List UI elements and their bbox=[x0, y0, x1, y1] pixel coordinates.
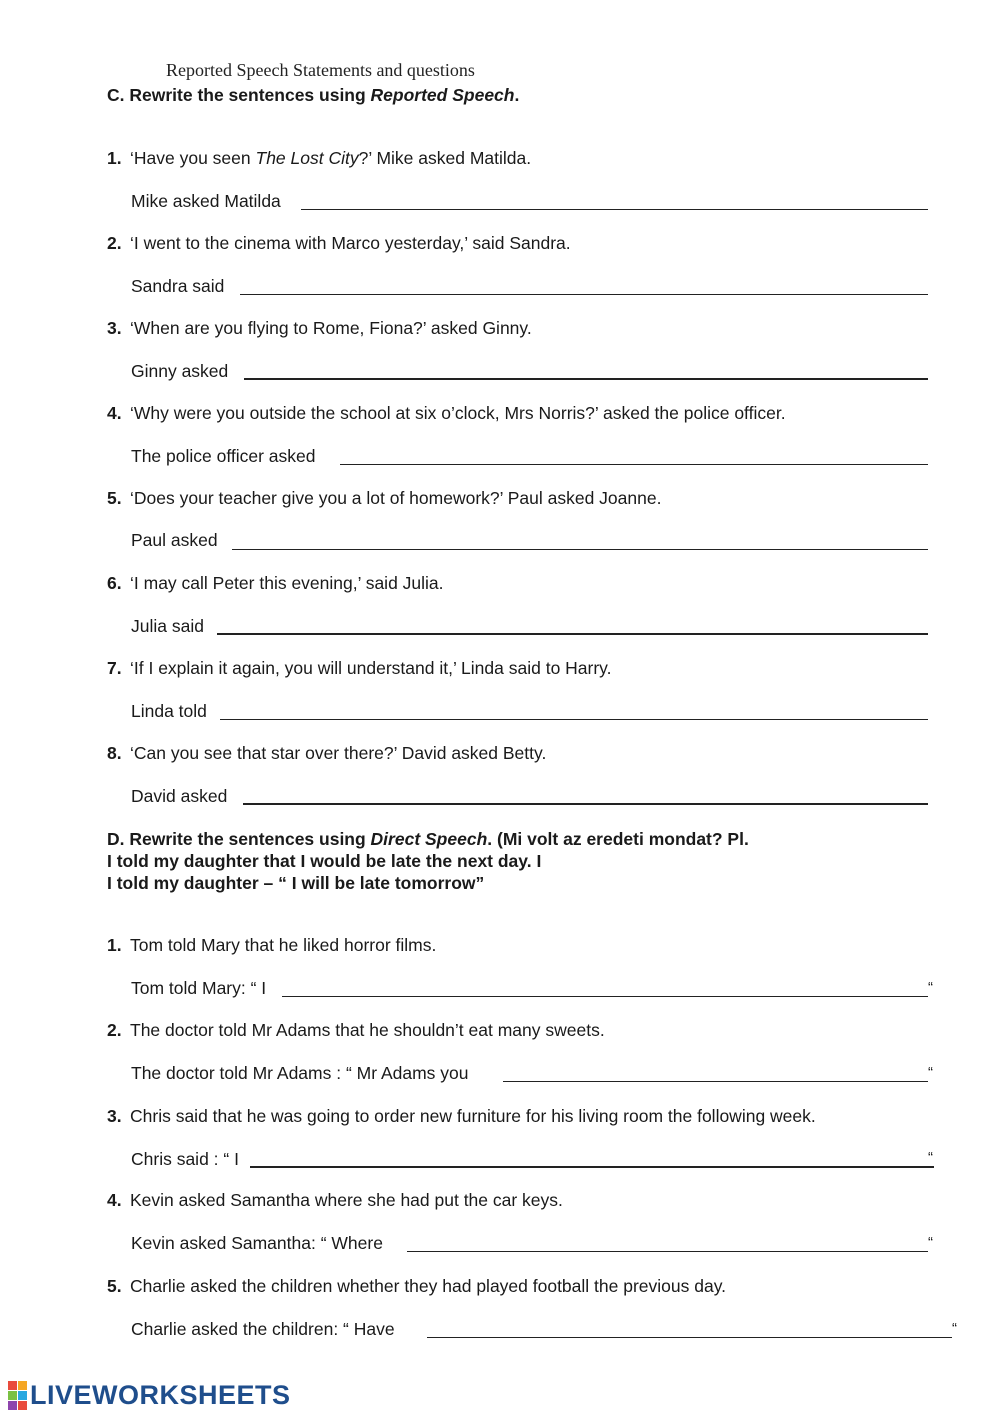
c-question-text: ‘I went to the cinema with Marco yesterday,’ said Sandra. bbox=[130, 233, 571, 253]
c-question-number: 2. bbox=[107, 233, 122, 253]
liveworksheets-logo[interactable] bbox=[8, 1378, 291, 1412]
c-answer-line-2[interactable] bbox=[240, 294, 928, 295]
d-closing-quote-3: “ bbox=[928, 1149, 933, 1166]
logo-block bbox=[8, 1381, 17, 1390]
d-question-number: 1. bbox=[107, 935, 122, 955]
d-answer-line-2[interactable] bbox=[503, 1081, 928, 1082]
c-question-number: 8. bbox=[107, 743, 122, 763]
c-question-text: ‘Can you see that star over there?’ David asked Betty. bbox=[130, 743, 547, 763]
logo-block bbox=[8, 1401, 17, 1410]
c-question-8 bbox=[107, 743, 546, 764]
c-question-text: ‘I may call Peter this evening,’ said Julia. bbox=[130, 573, 444, 593]
c-answer-line-5[interactable] bbox=[232, 549, 928, 550]
c-question-number: 6. bbox=[107, 573, 122, 593]
c-question-number: 1. bbox=[107, 148, 122, 168]
d-question-text: Kevin asked Samantha where she had put the car keys. bbox=[130, 1190, 563, 1210]
c-answer-line-8[interactable] bbox=[243, 803, 928, 805]
d-question-5 bbox=[107, 1276, 726, 1297]
d-closing-quote-5: “ bbox=[952, 1320, 957, 1337]
section-c-heading bbox=[107, 84, 519, 106]
logo-text: LIVEWORKSHEETS bbox=[30, 1379, 291, 1410]
c-question-text-post: ?’ Mike asked Matilda. bbox=[358, 148, 532, 168]
section-c-heading-suffix: . bbox=[514, 85, 520, 105]
c-answer-line-1[interactable] bbox=[301, 209, 928, 210]
section-c-heading-italic: Reported Speech bbox=[370, 85, 515, 105]
c-answer-prompt-7: Linda told bbox=[131, 701, 207, 721]
c-question-text: ‘Why were you outside the school at six o’clock, Mrs Norris?’ asked the police officer. bbox=[130, 403, 786, 423]
c-question-text: ‘If I explain it again, you will understand it,’ Linda said to Harry. bbox=[130, 658, 612, 678]
d-closing-quote-2: “ bbox=[928, 1064, 933, 1081]
section-d-heading-italic: Direct Speech bbox=[370, 829, 488, 849]
d-question-3 bbox=[107, 1106, 816, 1127]
d-question-text: Charlie asked the children whether they had played football the previous day. bbox=[130, 1276, 727, 1296]
d-question-1 bbox=[107, 935, 436, 956]
d-answer-prompt-2: The doctor told Mr Adams : “ Mr Adams you bbox=[131, 1063, 469, 1083]
c-answer-line-4[interactable] bbox=[340, 464, 928, 465]
d-question-2 bbox=[107, 1020, 605, 1041]
d-answer-line-3[interactable] bbox=[250, 1166, 934, 1168]
c-question-5 bbox=[107, 488, 661, 509]
d-question-number: 2. bbox=[107, 1020, 122, 1040]
section-d-heading-suffix: . (Mi volt az eredeti mondat? Pl. bbox=[487, 829, 749, 849]
c-answer-prompt-4: The police officer asked bbox=[131, 446, 316, 466]
d-question-text: Chris said that he was going to order new furniture for his living room the following week. bbox=[130, 1106, 816, 1126]
d-answer-prompt-5: Charlie asked the children: “ Have bbox=[131, 1319, 395, 1339]
c-answer-prompt-6: Julia said bbox=[131, 616, 204, 636]
section-d-heading bbox=[107, 828, 749, 894]
c-answer-prompt-1: Mike asked Matilda bbox=[131, 191, 281, 211]
c-question-text: ‘When are you flying to Rome, Fiona?’ asked Ginny. bbox=[130, 318, 532, 338]
d-answer-line-1[interactable] bbox=[282, 996, 928, 997]
c-answer-prompt-3: Ginny asked bbox=[131, 361, 229, 381]
c-answer-line-7[interactable] bbox=[220, 719, 928, 720]
d-question-text: Tom told Mary that he liked horror films. bbox=[130, 935, 437, 955]
c-question-4 bbox=[107, 403, 786, 424]
section-d-heading-prefix: D. Rewrite the sentences using bbox=[107, 829, 371, 849]
c-question-2 bbox=[107, 233, 571, 254]
c-answer-prompt-8: David asked bbox=[131, 786, 228, 806]
c-question-7 bbox=[107, 658, 612, 679]
logo-block bbox=[18, 1381, 27, 1390]
d-question-number: 3. bbox=[107, 1106, 122, 1126]
c-question-text: ‘Does your teacher give you a lot of homework?’ Paul asked Joanne. bbox=[130, 488, 662, 508]
d-answer-line-5[interactable] bbox=[427, 1337, 952, 1338]
d-closing-quote-1: “ bbox=[928, 979, 933, 996]
d-answer-prompt-3: Chris said : “ I bbox=[131, 1149, 239, 1169]
c-question-number: 7. bbox=[107, 658, 122, 678]
d-question-number: 4. bbox=[107, 1190, 122, 1210]
d-answer-prompt-1: Tom told Mary: “ I bbox=[131, 978, 267, 998]
logo-block bbox=[18, 1401, 27, 1410]
c-answer-prompt-5: Paul asked bbox=[131, 530, 218, 550]
logo-blocks-icon bbox=[8, 1381, 27, 1410]
d-answer-line-4[interactable] bbox=[407, 1251, 928, 1252]
c-answer-line-3[interactable] bbox=[244, 378, 928, 380]
logo-block bbox=[18, 1391, 27, 1400]
c-question-number: 5. bbox=[107, 488, 122, 508]
section-c-heading-prefix: C. Rewrite the sentences using bbox=[107, 85, 371, 105]
d-question-number: 5. bbox=[107, 1276, 122, 1296]
c-question-1 bbox=[107, 148, 531, 169]
c-question-number: 4. bbox=[107, 403, 122, 423]
c-question-text-italic: The Lost City bbox=[255, 148, 359, 168]
section-d-example-line-2: I told my daughter – “ I will be late tomorrow” bbox=[107, 873, 485, 893]
c-question-3 bbox=[107, 318, 532, 339]
d-question-4 bbox=[107, 1190, 563, 1211]
section-d-example-line-1: I told my daughter that I would be late the next day. I bbox=[107, 851, 542, 871]
c-question-text-pre: ‘Have you seen bbox=[130, 148, 256, 168]
d-answer-prompt-4: Kevin asked Samantha: “ Where bbox=[131, 1233, 383, 1253]
c-answer-prompt-2: Sandra said bbox=[131, 276, 225, 296]
logo-block bbox=[8, 1391, 17, 1400]
d-question-text: The doctor told Mr Adams that he shouldn’t eat many sweets. bbox=[130, 1020, 605, 1040]
c-question-6 bbox=[107, 573, 444, 594]
document-title: Reported Speech Statements and questions bbox=[166, 60, 475, 80]
c-answer-line-6[interactable] bbox=[217, 633, 928, 635]
d-closing-quote-4: “ bbox=[928, 1234, 933, 1251]
c-question-number: 3. bbox=[107, 318, 122, 338]
